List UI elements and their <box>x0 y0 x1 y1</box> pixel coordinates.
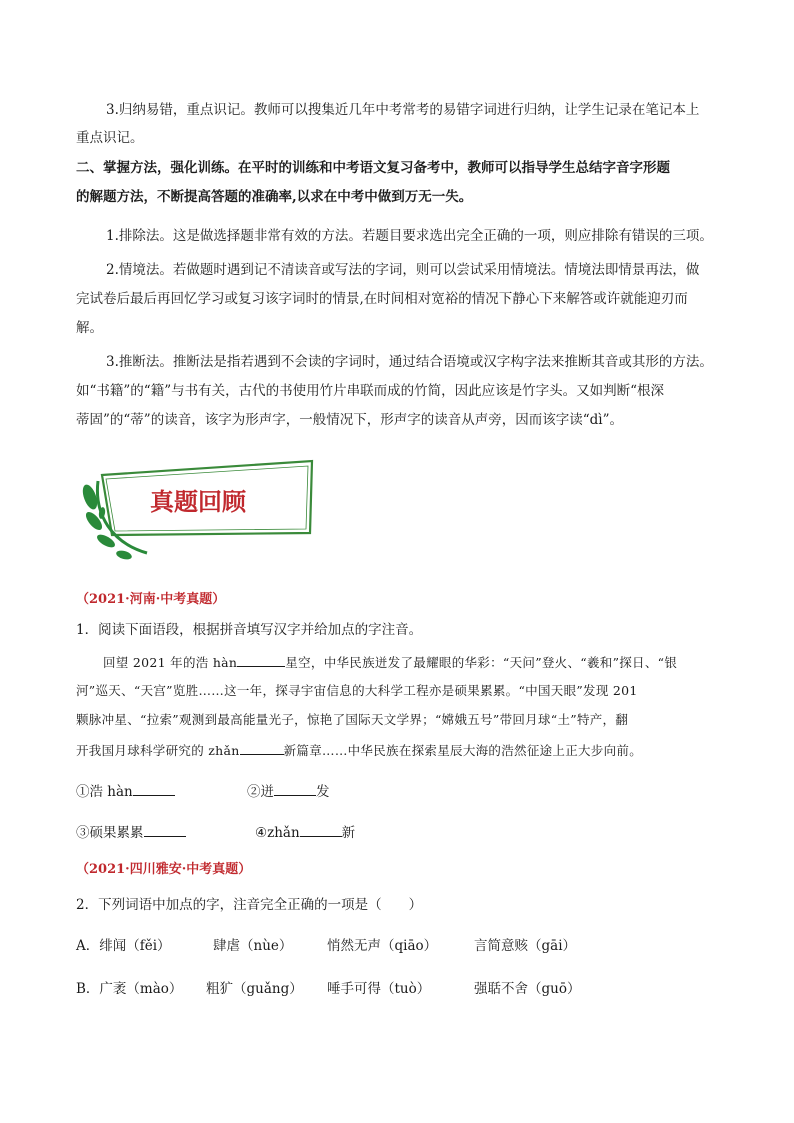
q2-option-a-3[interactable]: 悄然无声（qiāo） <box>327 938 438 954</box>
q1-paragraph-line-4 <box>76 740 642 761</box>
q1-paragraph-line-2: 河”巡天、“天宫”览胜……这一年，探寻宇宙信息的大科学工程亦是硕果累累。“中国天眼”发现 201 <box>76 683 638 698</box>
q1-answer-3 <box>76 822 186 843</box>
q2-option-b-3[interactable]: 唾手可得（tuò） <box>327 981 431 997</box>
q1-paragraph-line-3: 颗脉冲星、“拉索”观测到最高能量光子，惊艳了国际天文学界；“嫦娥五号”带回月球“土”特产，翻 <box>76 712 629 727</box>
method-2-line-2: 完试卷后最后再回忆学习或复习该字词时的情景,在时间相对宽裕的情况下静心下来解答或许就能迎刃而 <box>76 291 688 307</box>
q1-para-text: 星空，中华民族迸发了最耀眼的华彩：“天问”登火、“羲和”探日、“银 <box>285 655 678 670</box>
paragraph-3-line-1: 3.归纳易错，重点识记。教师可以搜集近几年中考常考的易错字词进行归纳，让学生记录在笔记本上 <box>106 102 700 118</box>
answer-blank[interactable] <box>237 652 285 667</box>
answer-label: ②迸 <box>247 784 274 800</box>
answer-label: ①浩 hàn <box>76 784 133 800</box>
method-2-line-1: 2.情境法。若做题时遇到记不清读音或写法的字词，则可以尝试采用情境法。情境法即情景再法，做 <box>106 262 700 278</box>
q2-option-b-4[interactable]: 强聒不舍（guō） <box>474 981 581 997</box>
q1-source: （2021·河南·中考真题） <box>76 592 226 607</box>
banner-graphic <box>72 455 322 570</box>
leaf-icon <box>115 549 133 561</box>
section-2-heading-line-2: 的解题方法，不断提高答题的准确率,以求在中考中做到万无一失。 <box>76 189 473 205</box>
answer-label: 新 <box>341 825 356 841</box>
q1-para-text: 开我国月球科学研究的 zhǎn <box>76 743 240 758</box>
method-3-line-3: 蒂固”的“蒂”的读音，该字为形声字，一般情况下，形声字的读音从声旁，因而该字读“dì”。 <box>76 412 623 428</box>
paragraph-3-line-2: 重点识记。 <box>76 130 144 146</box>
q2-option-a-4[interactable]: 言简意赅（gāi） <box>474 938 577 954</box>
answer-blank[interactable] <box>144 822 186 837</box>
q1-para-text: 新篇章……中华民族在探索星辰大海的浩然征途上正大步向前。 <box>283 743 643 758</box>
method-3-line-2: 如“书籍”的“籍”与书有关，古代的书使用竹片串联而成的竹简，因此应该是竹字头。又如判断“根深 <box>76 383 665 399</box>
answer-label: 发 <box>316 784 330 800</box>
q2-option-b-2[interactable]: 粗犷（guǎng） <box>206 981 303 997</box>
q2-option-b-1[interactable]: B．广袤（mào） <box>76 981 183 997</box>
q1-para-text: 回望 2021 年的浩 hàn <box>103 655 238 670</box>
section-2-heading-line-1: 二、掌握方法，强化训练。在平时的训练和中考语文复习备考中，教师可以指导学生总结字音字形题 <box>76 160 670 176</box>
q2-source: （2021·四川雅安·中考真题） <box>76 862 252 877</box>
method-1: 1.排除法。这是做选择题非常有效的方法。若题目要求选出完全正确的一项，则应排除有错误的三项。 <box>106 228 713 244</box>
banner-title: 真题回顾 <box>150 487 246 516</box>
q2-option-a-1[interactable]: A．绯闻（fěi） <box>76 938 171 954</box>
q2-option-a-2[interactable]: 肆虐（nùe） <box>213 938 293 954</box>
answer-blank[interactable] <box>133 781 175 796</box>
answer-blank[interactable] <box>300 822 342 837</box>
q1-stem: 1．阅读下面语段，根据拼音填写汉字并给加点的字注音。 <box>76 622 423 638</box>
method-3-line-1: 3.推断法。推断法是指若遇到不会读的字词时，通过结合语境或汉字构字法来推断其音或其形的方法。 <box>106 354 713 370</box>
q1-answer-1 <box>76 781 175 802</box>
q2-stem: 2．下列词语中加点的字，注音完全正确的一项是（ ） <box>76 897 423 913</box>
method-2-line-3: 解。 <box>76 320 103 336</box>
answer-blank[interactable] <box>240 740 284 755</box>
answer-label: ③硕果累累 <box>76 825 144 841</box>
q1-paragraph-line-1 <box>103 652 677 673</box>
q1-answer-4 <box>255 822 355 843</box>
answer-label: ④zhǎn <box>255 825 300 841</box>
q1-answer-2 <box>247 781 330 802</box>
section-banner <box>72 455 322 570</box>
answer-blank[interactable] <box>274 781 316 796</box>
